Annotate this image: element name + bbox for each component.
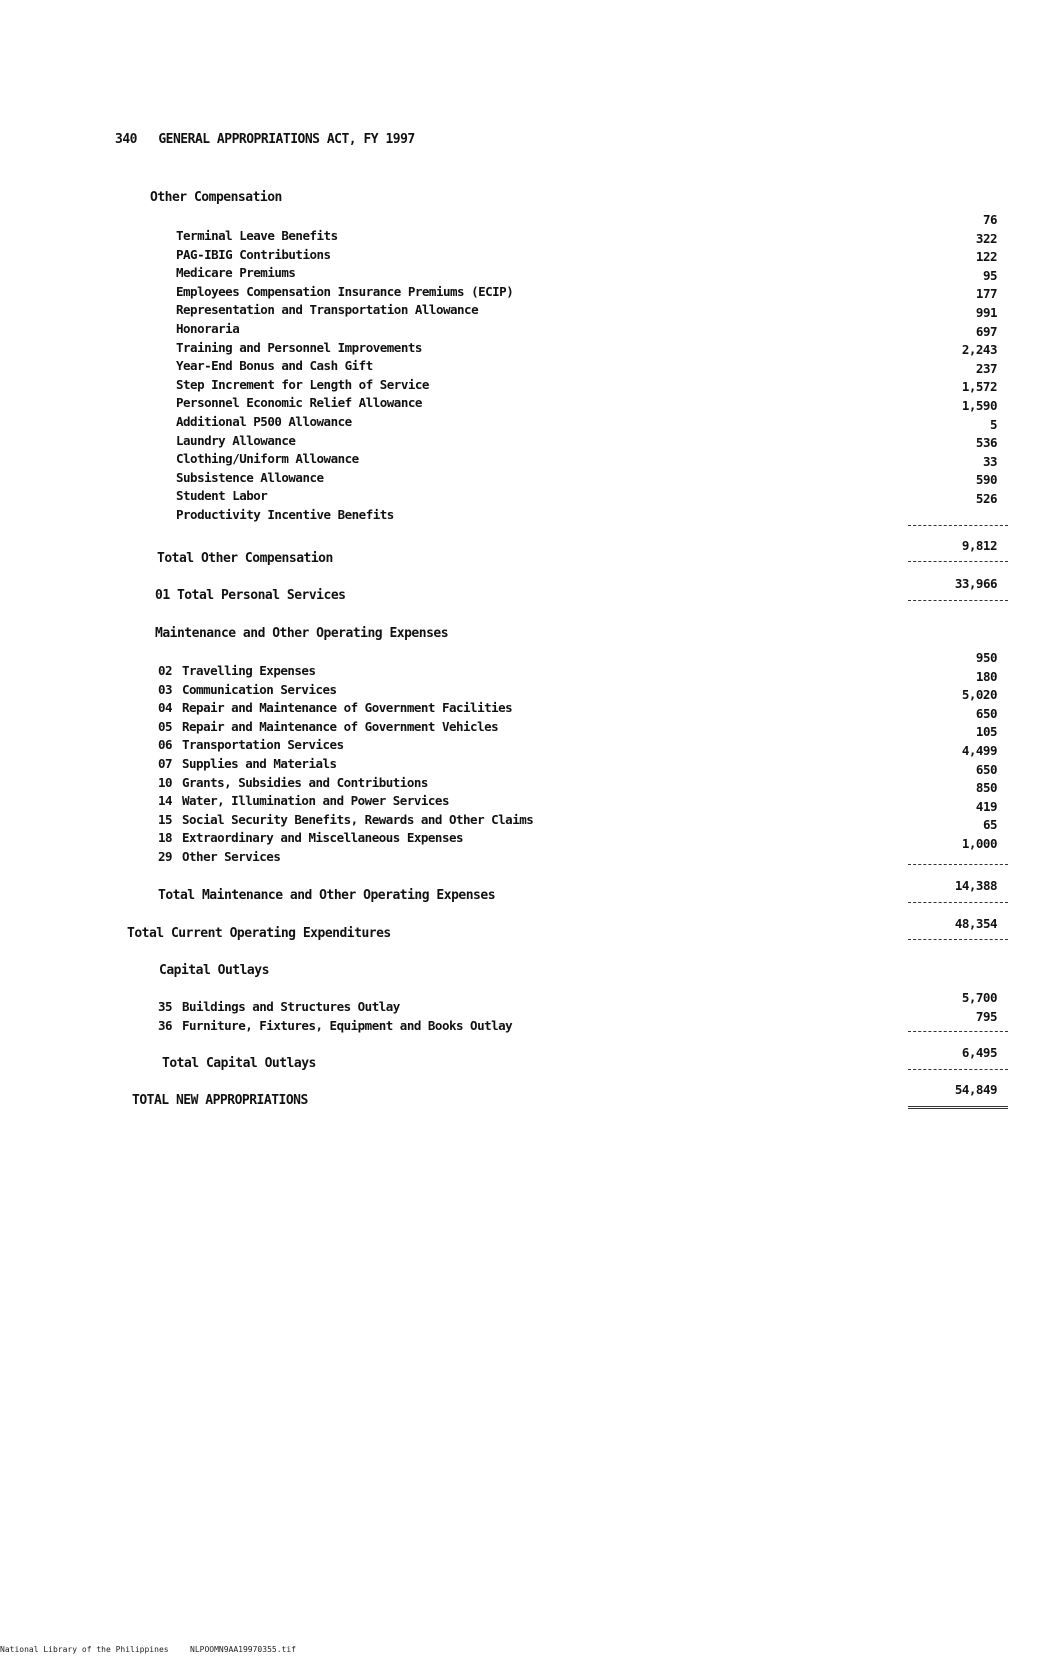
other-compensation-item-amount: 536 xyxy=(975,435,997,451)
other-compensation-item-row xyxy=(176,265,295,280)
total-capital-outlays-label: Total Capital Outlays xyxy=(162,1056,316,1071)
other-compensation-item-amount: 237 xyxy=(975,360,997,376)
mooe-item-row xyxy=(158,849,280,864)
other-compensation-item-label: Terminal Leave Benefits xyxy=(176,228,338,243)
mooe-item-amount: 650 xyxy=(975,761,997,777)
mooe-item-label: Supplies and Materials xyxy=(182,756,337,771)
mooe-item-label: Travelling Expenses xyxy=(182,663,316,678)
total-mooe-label: Total Maintenance and Other Operating Expenses xyxy=(158,888,496,903)
capital-outlay-item-row xyxy=(158,1018,512,1033)
other-compensation-item-label: Personnel Economic Relief Allowance xyxy=(176,395,422,411)
mooe-item-row xyxy=(158,663,316,678)
capital-outlay-item-label: Buildings and Structures Outlay xyxy=(182,999,400,1014)
total-other-compensation-amount: 9,812 xyxy=(961,538,997,553)
other-compensation-item-row xyxy=(176,470,324,485)
other-compensation-item-row xyxy=(176,488,267,503)
other-compensation-item-amount: 590 xyxy=(975,472,997,488)
other-compensation-item-label: Clothing/Uniform Allowance xyxy=(176,451,359,467)
rule-current-operating-top xyxy=(908,902,1008,903)
other-compensation-item-amount: 1,590 xyxy=(961,398,997,413)
mooe-item-row xyxy=(158,737,344,752)
total-personal-services-amount: 33,966 xyxy=(954,576,997,591)
mooe-item-row xyxy=(158,700,512,715)
other-compensation-item-label: Additional P500 Allowance xyxy=(176,414,352,429)
mooe-item-amount: 4,499 xyxy=(961,743,997,758)
mooe-item-label: Repair and Maintenance of Government Facilities xyxy=(182,700,513,716)
rule-other-compensation xyxy=(908,525,1008,526)
other-compensation-item-row xyxy=(176,433,295,448)
other-compensation-item-amount: 697 xyxy=(975,323,997,339)
mooe-item-code: 05 xyxy=(158,718,173,734)
other-compensation-item-row xyxy=(176,247,331,262)
grand-total-amount: 54,849 xyxy=(954,1082,997,1097)
other-compensation-item-row xyxy=(176,451,359,466)
mooe-item-amount: 419 xyxy=(975,798,997,814)
page-title: GENERAL APPROPRIATIONS ACT, FY 1997 xyxy=(158,132,415,147)
rule-grand-total-double xyxy=(908,1106,1008,1109)
mooe-item-code: 04 xyxy=(158,700,173,716)
mooe-item-label: Grants, Subsidies and Contributions xyxy=(182,774,428,790)
other-compensation-item-label: Year-End Bonus and Cash Gift xyxy=(176,358,373,374)
mooe-item-amount: 650 xyxy=(975,705,997,721)
capital-outlay-item-amount: 5,700 xyxy=(961,990,997,1005)
capital-outlay-item-code: 35 xyxy=(158,999,173,1014)
other-compensation-item-row xyxy=(176,377,429,392)
capital-outlay-item-code: 36 xyxy=(158,1017,173,1033)
rule-personal-services-bottom xyxy=(908,600,1008,601)
mooe-item-code: 15 xyxy=(158,811,173,827)
other-compensation-item-label: Representation and Transportation Allowance xyxy=(176,302,479,318)
footer-library: National Library of the Philippines xyxy=(0,1645,169,1654)
other-compensation-item-label: Step Increment for Length of Service xyxy=(176,376,429,392)
other-compensation-item-label: PAG-IBIG Contributions xyxy=(176,246,331,262)
other-compensation-item-row xyxy=(176,358,373,373)
mooe-item-row xyxy=(158,812,533,827)
other-compensation-item-amount: 2,243 xyxy=(961,342,997,358)
rule-capital-outlays xyxy=(908,1031,1008,1032)
mooe-item-label: Water, Illumination and Power Services xyxy=(182,793,449,809)
total-current-operating-amount: 48,354 xyxy=(954,916,997,931)
mooe-item-code: 06 xyxy=(158,737,173,753)
other-compensation-item-amount: 1,572 xyxy=(961,379,997,395)
other-compensation-item-label: Honoraria xyxy=(176,321,240,336)
mooe-item-label: Transportation Services xyxy=(182,737,344,753)
mooe-item-label: Communication Services xyxy=(182,681,337,697)
other-compensation-item-amount: 5 xyxy=(989,416,997,432)
other-compensation-item-label: Medicare Premiums xyxy=(176,265,296,281)
mooe-item-code: 02 xyxy=(158,663,173,678)
mooe-item-amount: 850 xyxy=(975,780,997,796)
mooe-item-row xyxy=(158,682,337,697)
mooe-item-code: 03 xyxy=(158,681,173,697)
mooe-item-code: 29 xyxy=(158,849,173,864)
grand-total-label: TOTAL NEW APPROPRIATIONS xyxy=(132,1093,308,1108)
total-current-operating-label: Total Current Operating Expenditures xyxy=(127,926,391,941)
mooe-item-row xyxy=(158,719,498,734)
other-compensation-item-label: Training and Personnel Improvements xyxy=(176,339,422,355)
other-compensation-item-amount: 95 xyxy=(982,267,997,283)
other-compensation-item-row xyxy=(176,414,352,429)
total-capital-outlays-amount: 6,495 xyxy=(961,1045,997,1060)
mooe-item-amount: 5,020 xyxy=(961,687,997,703)
mooe-item-code: 14 xyxy=(158,793,173,809)
footer-file: NLPOOMN9AA19970355.tif xyxy=(190,1645,296,1654)
mooe-item-row xyxy=(158,793,449,808)
mooe-item-row xyxy=(158,830,463,845)
page-number: 340 xyxy=(115,132,137,147)
mooe-item-code: 07 xyxy=(158,756,173,771)
mooe-item-label: Extraordinary and Miscellaneous Expenses xyxy=(182,830,464,846)
mooe-heading: Maintenance and Other Operating Expenses xyxy=(155,626,449,641)
page-header xyxy=(115,132,415,147)
other-compensation-item-row xyxy=(176,507,394,522)
mooe-item-amount: 65 xyxy=(982,817,997,833)
rule-current-operating-bottom xyxy=(908,939,1008,940)
mooe-item-amount: 105 xyxy=(975,724,997,740)
other-compensation-item-row xyxy=(176,284,513,299)
capital-outlay-item-row xyxy=(158,999,400,1014)
total-personal-services-label: 01 Total Personal Services xyxy=(155,588,346,603)
rule-grand-total-top xyxy=(908,1069,1008,1070)
rule-personal-services-top xyxy=(908,561,1008,562)
mooe-item-row xyxy=(158,775,428,790)
mooe-item-code: 18 xyxy=(158,830,173,846)
mooe-item-label: Other Services xyxy=(182,849,281,864)
mooe-item-amount: 180 xyxy=(975,668,997,684)
other-compensation-item-amount: 122 xyxy=(975,249,997,265)
total-mooe-amount: 14,388 xyxy=(954,878,997,893)
mooe-item-label: Repair and Maintenance of Government Vehicles xyxy=(182,718,499,734)
other-compensation-item-amount: 991 xyxy=(975,305,997,320)
other-compensation-item-row xyxy=(176,321,239,336)
rule-mooe xyxy=(908,864,1008,865)
other-compensation-item-amount: 76 xyxy=(982,212,997,227)
mooe-item-amount: 950 xyxy=(975,650,997,665)
capital-outlays-heading: Capital Outlays xyxy=(159,963,269,978)
other-compensation-item-row xyxy=(176,302,478,317)
other-compensation-item-label: Employees Compensation Insurance Premiums (ECIP) xyxy=(176,283,514,299)
total-other-compensation-label: Total Other Compensation xyxy=(157,551,333,566)
other-compensation-item-amount: 322 xyxy=(975,230,997,246)
other-compensation-item-row xyxy=(176,340,422,355)
other-compensation-heading: Other Compensation xyxy=(150,190,282,205)
other-compensation-item-amount: 526 xyxy=(975,491,997,506)
mooe-item-amount: 1,000 xyxy=(961,836,997,851)
other-compensation-item-label: Productivity Incentive Benefits xyxy=(176,507,394,522)
capital-outlay-item-label: Furniture, Fixtures, Equipment and Books Outlay xyxy=(182,1017,513,1033)
other-compensation-item-row xyxy=(176,228,338,243)
mooe-item-row xyxy=(158,756,337,771)
other-compensation-item-amount: 33 xyxy=(982,453,997,469)
other-compensation-item-label: Subsistence Allowance xyxy=(176,469,324,485)
mooe-item-code: 10 xyxy=(158,774,173,790)
other-compensation-item-amount: 177 xyxy=(975,286,997,302)
other-compensation-item-label: Laundry Allowance xyxy=(176,432,296,448)
capital-outlay-item-amount: 795 xyxy=(975,1008,997,1024)
other-compensation-item-label: Student Labor xyxy=(176,488,268,504)
mooe-item-label: Social Security Benefits, Rewards and Other Claims xyxy=(182,811,534,827)
other-compensation-item-row xyxy=(176,395,422,410)
